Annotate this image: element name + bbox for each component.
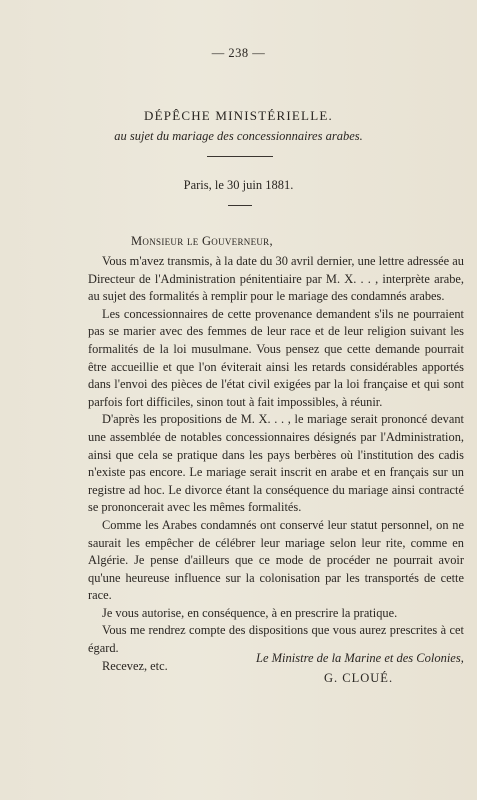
document-subtitle: au sujet du mariage des concessionnaires arabes. [114,129,363,143]
paragraph: Comme les Arabes condamnés ont conservé leur statut personnel, on ne saurait les empêcher de célébrer leur mariage selon leur rite, comme en Algérie. Je pense d'ailleurs que ce mode de procéder ne pourrait avoir qu'une heureuse influence sur la colonisation par les transportés de cette race. [88,517,464,603]
dateline: Paris, le 30 juin 1881. [183,178,294,192]
paragraph: Les concessionnaires de cette provenance demandent s'ils ne pourraient pas se marier avec des femmes de leur race et de leur religion suivant les formalités de la loi musulmane. Vous pensez que cette demande pourrait être accueillie et que l'on éviterait ainsi les retards considérables apportés dans l'envoi des pièces de l'état civil exigées par la loi française et qui sont parfois fort difficiles, sinon tout à fait impossibles, à réunir. [88,306,464,409]
paragraph: Recevez, etc. [102,658,168,673]
paragraph: D'après les propositions de M. X. . . , le mariage serait prononcé devant une assemblée de notables concessionnaires désignés par l'Administration, ainsi que cela se pratique dans les pays berbères où l'institution des cadis n'existe pas encore. Le mariage serait inscrit en arabe et en français sur un registre ad hoc. Le divorce étant la conséquence du mariage ainsi contracté se prononcerait avec les mêmes formalités. [88,412,464,515]
paragraph: Vous me rendrez compte des dispositions que vous aurez prescrites à cet égard. [88,623,464,656]
paragraph: Vous m'avez transmis, à la date du 30 avril dernier, une lettre adressée au Directeur de l'Administration pénitentiaire par M. X. . . , interprète arabe, au sujet des formalités à remplir pour le mariage des condamnés arabes. [88,254,464,304]
title-divider [207,156,273,157]
salutation: Monsieur le Gouverneur, [131,234,273,248]
document-title: DÉPÊCHE MINISTÉRIELLE. [144,108,333,123]
letter-body [88,253,464,675]
signatory-name: G. CLOUÉ. [324,671,394,685]
signatory-title: Le Ministre de la Marine et des Colonies, [256,651,464,665]
paragraph: Je vous autorise, en conséquence, à en prescrire la pratique. [102,605,398,620]
dateline-divider [228,205,252,206]
page-number: — 238 — [211,46,266,60]
